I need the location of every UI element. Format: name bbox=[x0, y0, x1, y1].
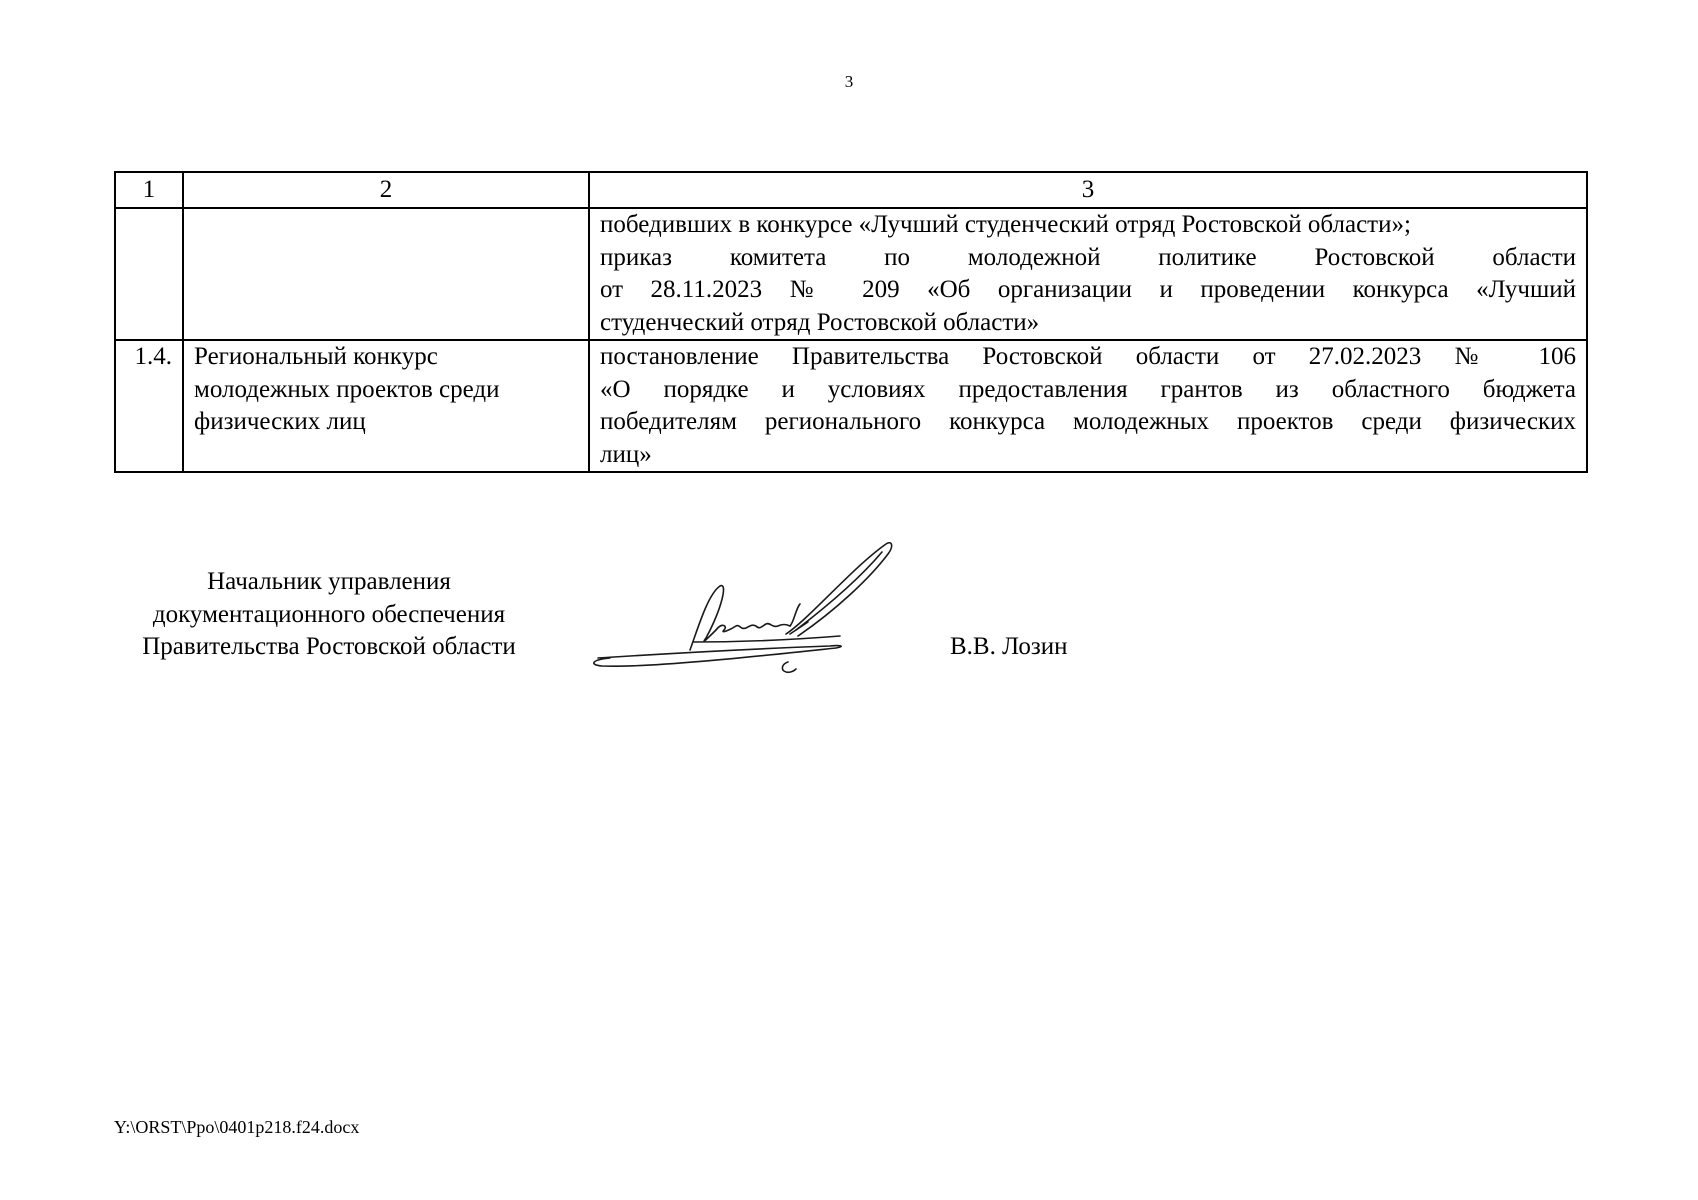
legal-basis-cell bbox=[589, 208, 1587, 340]
competition-name-cell: Региональный конкурс молодежных проектов среди физических лиц bbox=[183, 340, 589, 472]
table-header bbox=[115, 172, 1587, 208]
handwritten-signature bbox=[590, 538, 920, 688]
table-body bbox=[115, 208, 1587, 472]
document-table bbox=[114, 171, 1588, 473]
competition-name-cell bbox=[183, 208, 589, 340]
legal-basis-line: победивших в конкурсе «Лучший студенческий отряд Ростовской области»; bbox=[600, 211, 1411, 238]
page-number: 3 bbox=[844, 72, 854, 91]
position-line: Начальник управления bbox=[207, 568, 451, 595]
row-number-cell bbox=[115, 208, 183, 340]
legal-basis-cell bbox=[589, 340, 1587, 472]
column-header-3: 3 bbox=[589, 172, 1587, 208]
row-number-cell: 1.4. bbox=[115, 340, 183, 472]
legal-basis-line: победителям регионального конкурса молодежных проектов среди физических bbox=[600, 408, 1576, 435]
legal-basis-line: «О порядке и условиях предоставления грантов из областного бюджета bbox=[600, 375, 1576, 403]
legal-basis-line: студенческий отряд Ростовской области» bbox=[600, 308, 1040, 336]
table-row bbox=[115, 340, 1587, 472]
legal-basis-line: постановление Правительства Ростовской области от 27.02.2023 № 106 bbox=[600, 343, 1576, 370]
legal-basis-line: приказ комитета по молодежной политике Ростовской области bbox=[600, 243, 1576, 271]
position-line: Правительства Ростовской области bbox=[142, 633, 516, 660]
column-header-2: 2 bbox=[183, 172, 589, 208]
column-header-1: 1 bbox=[115, 172, 183, 208]
signer-name: В.В. Лозин bbox=[950, 633, 1068, 660]
legal-basis-line: от 28.11.2023 № 209 «Об организации и проведении конкурса «Лучший bbox=[600, 276, 1576, 303]
file-path: Y:\ORST\Ppo\0401p218.f24.docx bbox=[114, 1117, 360, 1137]
position-line: документационного обеспечения bbox=[152, 600, 506, 628]
signatory-position bbox=[114, 566, 544, 664]
table-row bbox=[115, 208, 1587, 340]
table-header-row bbox=[115, 172, 1587, 208]
legal-basis-line: лиц» bbox=[600, 440, 652, 468]
